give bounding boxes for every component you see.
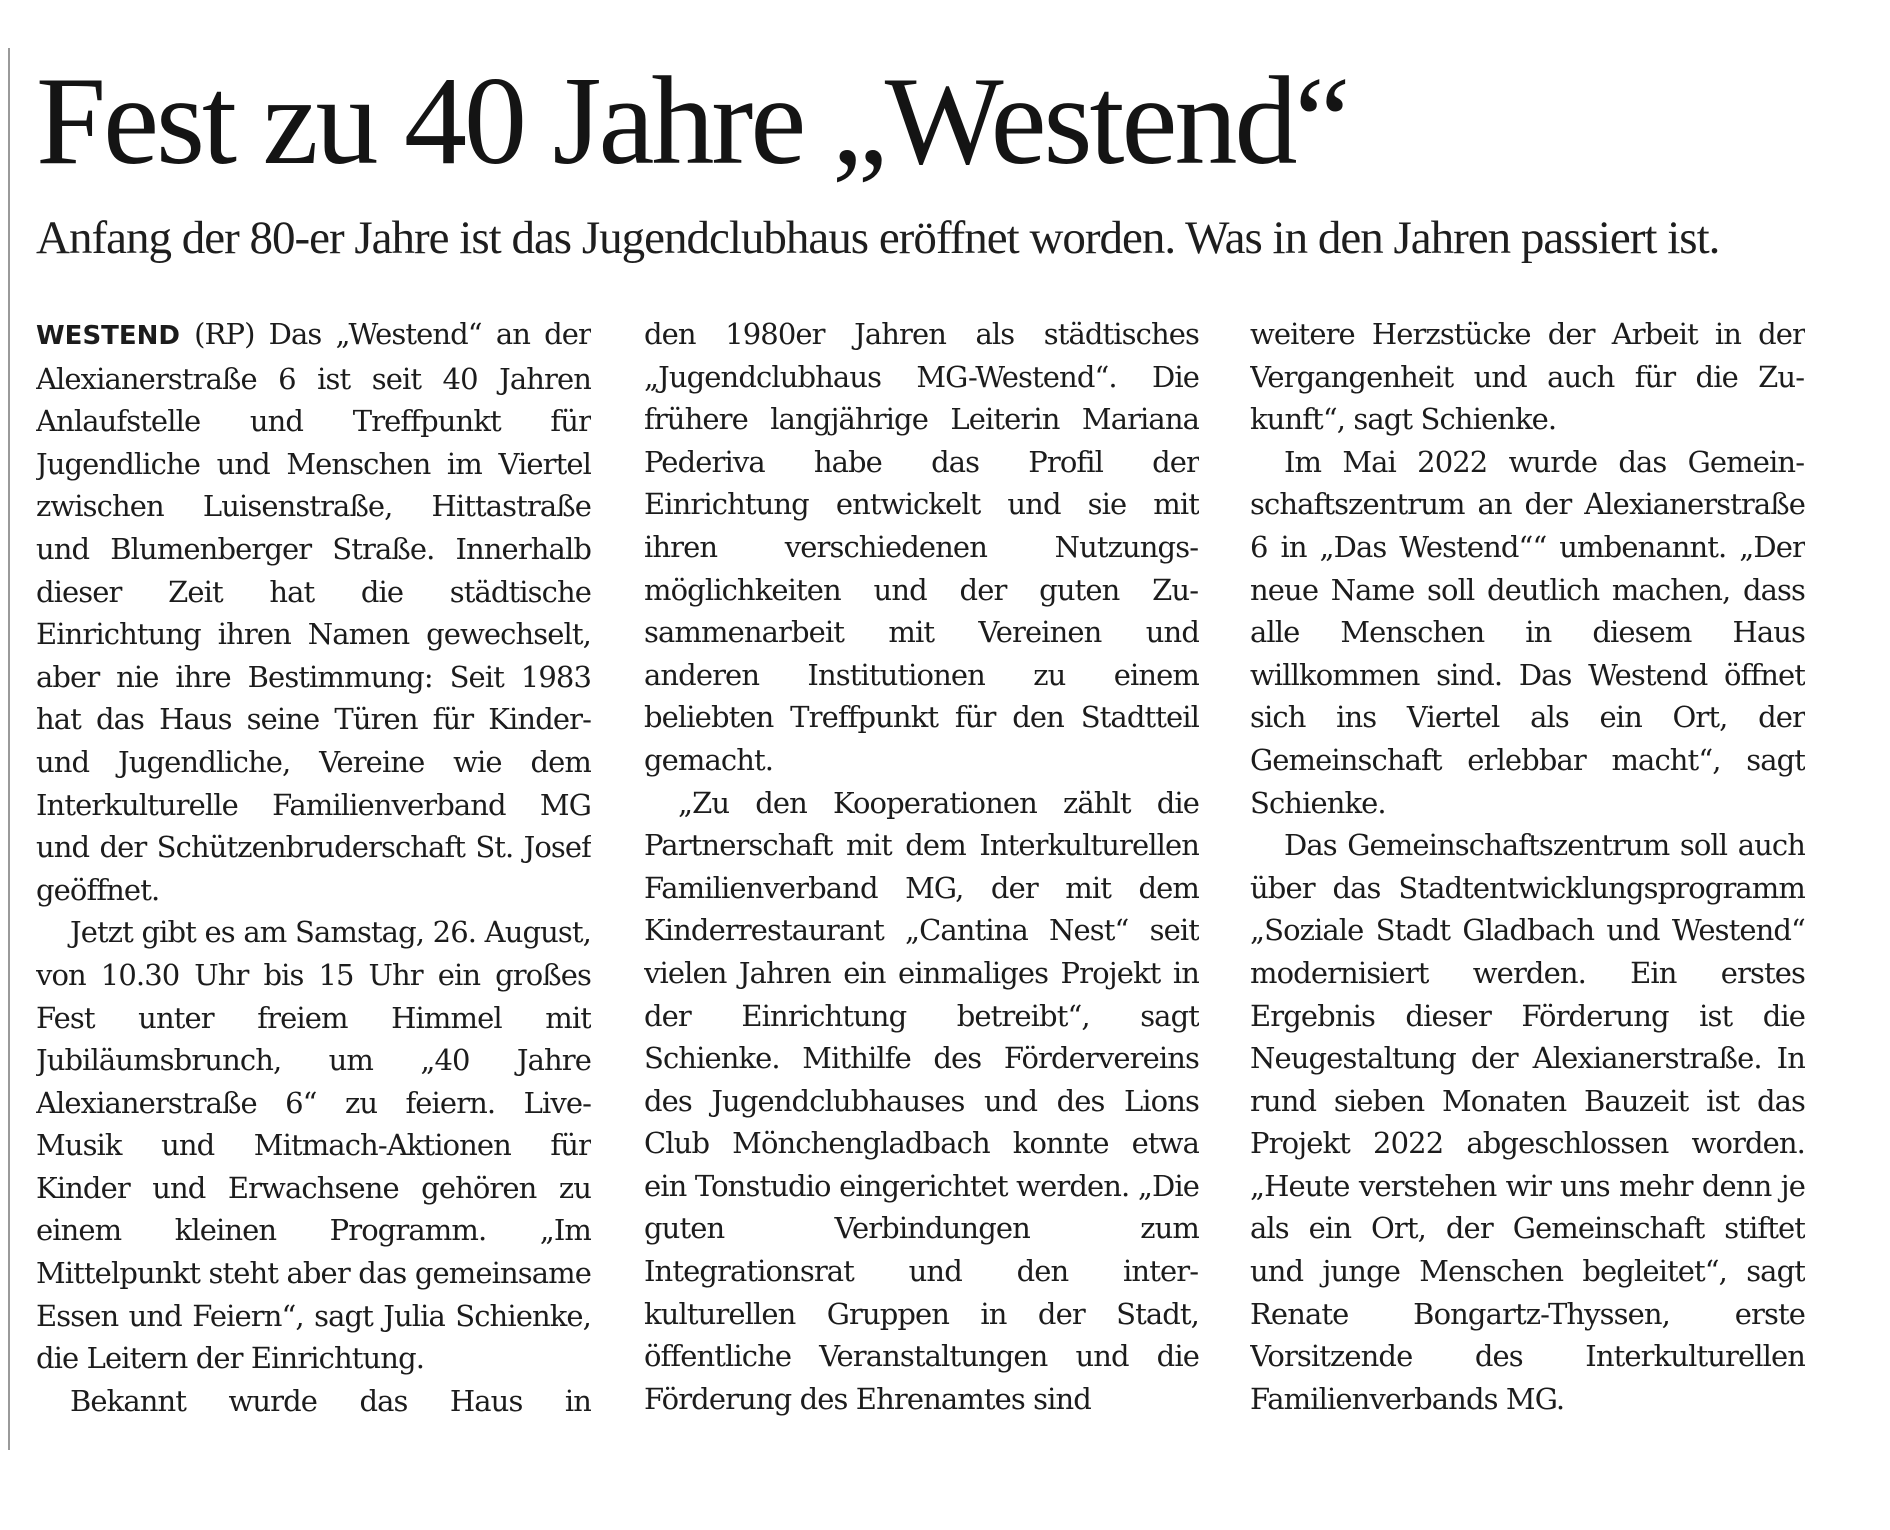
paragraph: Im Mai 2022 wurde das Gemeinschaftszentrum an der Alexianerstraße 6 in „Das Westend““ umbenannt. „Der neue Name soll deutlich machen, dass alle Menschen in diesem Haus willkommen sind. Das Westend öffnet sich ins Viertel als ein Ort, der Gemeinschaft erlebbar macht“, sagt Schienke. [1250, 444, 1805, 820]
dateline: WESTEND [36, 321, 181, 351]
article-subheadline: Anfang der 80-er Jahre ist das Jugendclubhaus eröffnet worden. Was in den Jahren passiert ist. [36, 212, 1720, 264]
paragraph [36, 313, 591, 911]
article-headline: Fest zu 40 Jahre „Westend“ [36, 52, 1348, 191]
agency-tag: (RP) [194, 317, 255, 351]
text-column-3 [1250, 313, 1805, 1473]
paragraph-text: Das „Westend“ an der Alexianerstraße 6 ist seit 40 Jahren Anlaufstelle und Treffpunkt für Jugendliche und Menschen im Viertel zwischen Luisenstraße, Hittastraße und Blumenberger Straße. Innerhalb dieser Zeit hat die städtische Einrichtung ihren Namen gewechselt, aber nie ihre Bestimmung: Seit 1983 hat das Haus seine Türen für Kinder- und Jugendliche, Vereine wie dem Interkulturelle Familienverband MG und der Schützenbruderschaft St. Josef geöffnet. [36, 317, 591, 907]
paragraph: Bekannt wurde das Haus in [70, 1383, 591, 1418]
paragraph: weitere Herzstücke der Arbeit in der Vergangenheit und auch für die Zukunft“, sagt Schienke. [1250, 317, 1805, 437]
column-rule [8, 48, 10, 1450]
paragraph: Das Gemeinschaftszentrum soll auch über das Stadtentwicklungsprogramm „Soziale Stadt Gladbach und Westend“ modernisiert werden. Ein erstes Ergebnis dieser Förderung ist die Neugestaltung der Alexianerstraße. In rund sieben Monaten Bauzeit ist das Projekt 2022 abgeschlossen worden. „Heute verstehen wir uns mehr denn je als ein Ort, der Gemeinschaft stiftet und junge Menschen begleitet“, sagt Renate Bongartz-Thyssen, erste Vorsitzende des Interkulturellen Familienverbands MG. [1250, 828, 1805, 1416]
text-column-1 [36, 313, 591, 1473]
text-column-2 [644, 313, 1199, 1473]
paragraph: „Zu den Kooperationen zählt die Partnerschaft mit dem Interkulturellen Familienverband MG, der mit dem Kinderrestaurant „Cantina Nest“ seit vielen Jahren ein einmaliges Projekt in der Einrichtung betreibt“, sagt Schienke. Mithilfe des Fördervereins des Jugendclubhauses und des Lions Club Mönchengladbach konnte etwa ein Tonstudio eingerichtet werden. „Die guten Verbindungen zum Integrationsrat und den interkulturellen Gruppen in der Stadt, öffentliche Veranstaltungen und die Förderung des Ehrenamtes sind [644, 785, 1199, 1416]
paragraph: den 1980er Jahren als städtisches „Jugendclubhaus MG-Westend“. Die frühere langjährige Leiterin Mariana Pederiva habe das Profil der Einrichtung entwickelt und sie mit ihren verschiedenen Nutzungsmöglichkeiten und der guten Zusammenarbeit mit Vereinen und anderen Institutionen zu einem beliebten Treffpunkt für den Stadtteil gemacht. [644, 317, 1199, 777]
paragraph: Jetzt gibt es am Samstag, 26. August, von 10.30 Uhr bis 15 Uhr ein großes Fest unter freiem Himmel mit Jubiläumsbrunch, um „40 Jahre Alexianerstraße 6“ zu feiern. Live-Musik und Mitmach-Aktionen für Kinder und Erwachsene gehören zu einem kleinen Programm. „Im Mittelpunkt steht aber das gemeinsame Essen und Feiern“, sagt Julia Schienke, die Leitern der Einrichtung. [36, 915, 591, 1376]
